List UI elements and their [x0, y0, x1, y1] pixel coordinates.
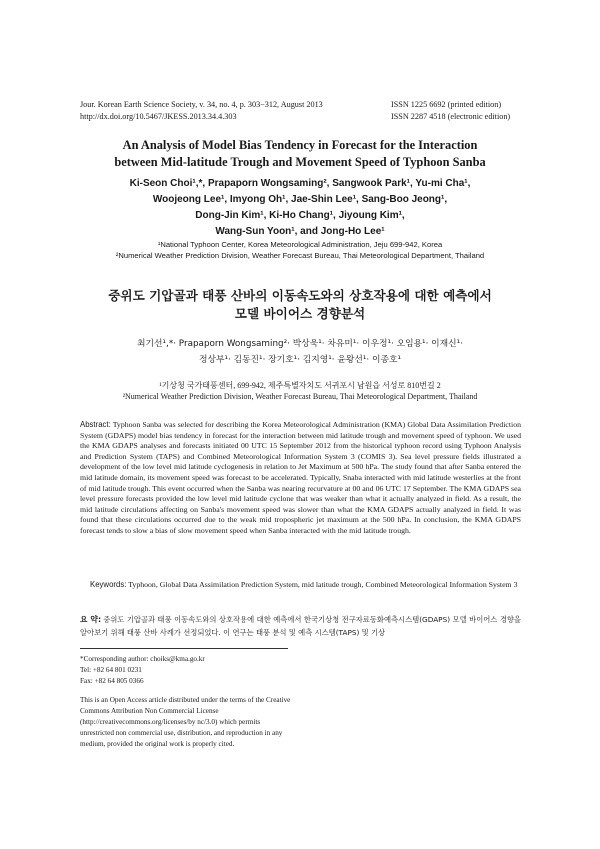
keywords: [90, 580, 521, 591]
issn-print: ISSN 1225 6692 (printed edition): [391, 100, 502, 109]
abstract-text: Typhoon Sanba was selected for describing the Korea Meteorological Administration (KMA) Global Data Assimilation Prediction System (GDAPS) model bias tendency in forecast for the interaction between mid latitude trough and movement speed of typhoon. We used the KMA GDAPS analyses and forecasts initiated 00 UTC 15 September 2012 from the historical typhoon record using Typhoon Analysis and Prediction System (TAPS) and Combined Meteorological Information System 3 (COMIS 3). Sea level pressure fields illustrated a development of the low level mid latitude cyclogenesis in relation to Jet Maximum at 500 hPa. The study found that after Sanba entered the mid latitude domain, its movement speed was forecast to be accelerated. Typically, Snaba interacted with mid latitude westerlies at the front of mid latitude trough. This event occurred when the Sanba was nearing recurvature at 00 and 06 UTC 17 September. The KMA GDAPS sea level pressure forecasts provided the low level mid latitude cyclone that was weaker than what it actually analyzed in field. As a result, the mid latitude circulations affecting on Sanba's movement speed was slower than what the KMA GDAPS actually analyzed in field. It was found that these circulations occurred due to the weak mid tropospheric jet maximum at the 500 hPa. In conclusion, the KMA GDAPS forecast tends to slow a bias of slow movement speed when Sanba interacted with the mid latitude trough.: [80, 420, 521, 535]
paper-title: [60, 137, 540, 170]
corresponding-tel: Tel: +82 64 801 0231: [80, 666, 142, 674]
keywords-text: Typhoon, Global Data Assimilation Prediction System, mid latitude trough, Combined Meteorological Information System 3: [128, 580, 518, 589]
korean-abstract: [80, 613, 521, 639]
affiliations: [50, 239, 550, 261]
author-line-1: Ki-Seon Choi¹,*, Prapaporn Wongsaming², Sangwook Park¹, Yu-mi Cha¹,: [129, 178, 471, 189]
korean-affiliations: [60, 380, 540, 402]
korean-title-line-2: 모델 바이어스 경향분석: [234, 305, 366, 321]
author-line-2: Woojeong Lee¹, Imyong Oh¹, Jae-Shin Lee¹, Sang-Boo Jeong¹,: [152, 194, 448, 205]
author-line-4: Wang-Sun Yoon¹, and Jong-Ho Lee¹: [215, 226, 385, 237]
corresponding-author-note: [80, 654, 295, 687]
korean-abstract-label: 요 약:: [80, 615, 102, 624]
title-line-2: between Mid-latitude Trough and Movement Speed of Typhoon Sanba: [114, 154, 486, 169]
issn-electronic: ISSN 2287 4518 (electronic edition): [391, 111, 511, 121]
korean-abstract-text: 중위도 기압골과 태풍 이동속도와의 상호작용에 대한 예측에서 한국기상청 전구자료동화예측시스템(GDAPS) 모델 바이어스 경향을 알아보기 위해 태풍 산바 사례가 선정되었다. 이 연구는 태풍 분석 및 예측 시스템(TAPS) 및 기상: [80, 615, 521, 637]
corresponding-email: *Corresponding author: choiks@kma.go.kr: [80, 655, 205, 663]
korean-affiliation-1: ¹기상청 국가태풍센터, 699-942, 제주특별자치도 서귀포시 남원읍 서성로 810번길 2: [159, 381, 441, 390]
korean-title-line-1: 중위도 기압골과 태풍 산바의 이동속도와의 상호작용에 대한 예측에서: [108, 288, 492, 303]
author-list: [80, 176, 520, 240]
title-line-1: An Analysis of Model Bias Tendency in Forecast for the Interaction: [122, 138, 478, 152]
journal-citation: Jour. Korean Earth Science Society, v. 34, no. 4, p. 303−312, August 2013: [80, 100, 323, 109]
korean-title: [50, 287, 550, 322]
korean-affiliation-2: ²Numerical Weather Prediction Division, Weather Forecast Bureau, Thai Meteorological Department, Thailand: [122, 392, 478, 401]
footnote-divider: [80, 648, 288, 649]
doi-link[interactable]: http://dx.doi.org/10.5467/JKESS.2013.34.4.303: [80, 111, 237, 121]
author-line-3: Dong-Jin Kim¹, Ki-Ho Chang¹, Jiyoung Kim¹,: [195, 210, 405, 221]
open-access-note: This is an Open Access article distributed under the terms of the Creative Commons Attribution Non Commercial License (http://creativecommons.org/licenses/by nc/3.0) which permits unrestricted non commercial use, distribution, and reproduction in any medium, provided the original work is properly cited.: [80, 696, 291, 748]
korean-author-list: [80, 336, 520, 368]
journal-header: [80, 99, 323, 122]
korean-author-line-1: 최기선¹,*· Prapaporn Wongsaming²· 박상욱¹· 차유미¹· 이우정¹· 오임용¹· 이재신¹·: [137, 339, 463, 349]
keywords-label: Keywords:: [90, 580, 127, 589]
affiliation-1: ¹National Typhoon Center, Korea Meteorological Administration, Jeju 699-942, Korea: [157, 240, 443, 249]
affiliation-2: ²Numerical Weather Prediction Division, Weather Forecast Bureau, Thai Meteorological Department, Thailand: [115, 251, 485, 260]
korean-author-line-2: 정상부¹· 김동진¹· 장기호¹· 김지영¹· 윤왕선¹· 이종호¹: [198, 355, 402, 365]
corresponding-fax: Fax: +82 64 805 0366: [80, 677, 144, 685]
issn-header: [391, 99, 510, 122]
abstract-label: Abstract:: [80, 420, 111, 429]
abstract: [80, 420, 521, 537]
